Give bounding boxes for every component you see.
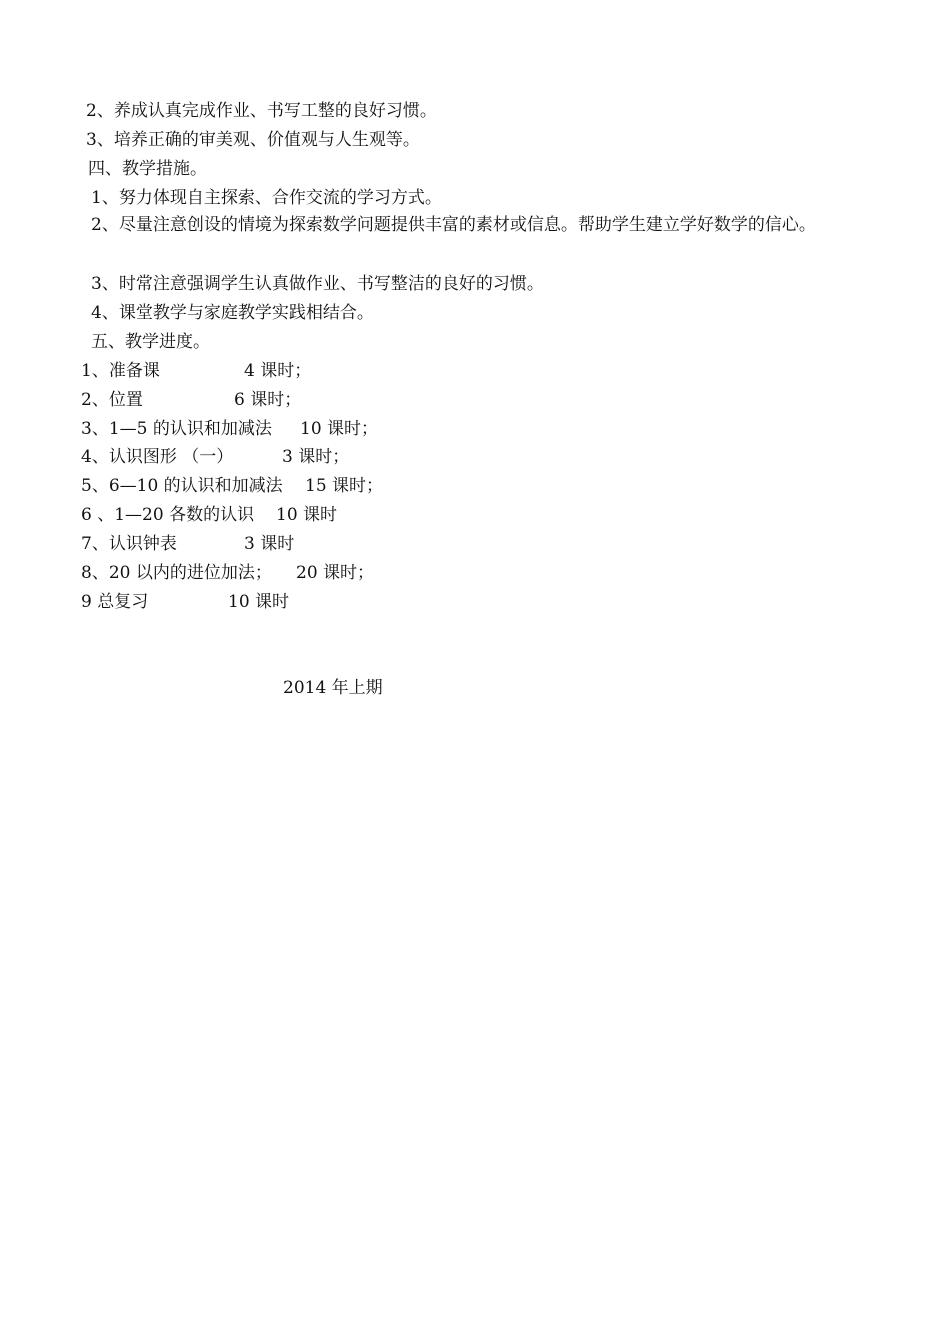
schedule-item: 6 、1—20 各数的认识 (81, 505, 255, 525)
schedule-hours: 6 课时； (234, 390, 302, 410)
schedule-hours: 4 课时； (244, 361, 312, 381)
schedule-item: 8、20 以内的进位加法； (81, 563, 272, 583)
schedule-item: 3、1—5 的认识和加减法 (81, 419, 272, 439)
measure-item-3: 3、时常注意强调学生认真做作业、书写整洁的良好的习惯。 (91, 274, 544, 294)
schedule-item: 4、认识图形 （一） (81, 447, 234, 467)
schedule-item: 2、位置 (81, 390, 143, 410)
measure-item-2: 2、尽量注意创设的情境为探索数学问题提供丰富的素材或信息。帮助学生建立学好数学的信心。 (91, 215, 816, 235)
schedule-hours: 20 课时； (296, 563, 375, 583)
section-4-heading: 四、教学措施。 (88, 159, 207, 179)
schedule-item: 7、认识钟表 (81, 534, 177, 554)
measure-item-4: 4、课堂教学与家庭教学实践相结合。 (91, 303, 374, 323)
section-5-heading: 五、教学进度。 (91, 332, 210, 352)
goal-item-3: 3、培养正确的审美观、价值观与人生观等。 (86, 130, 420, 150)
schedule-item: 9 总复习 (81, 592, 149, 612)
term-label: 2014 年上期 (283, 678, 383, 698)
schedule-hours: 3 课时 (244, 534, 295, 554)
schedule-hours: 10 课时 (276, 505, 338, 525)
schedule-item: 5、6—10 的认识和加减法 (81, 476, 283, 496)
measure-item-1: 1、努力体现自主探索、合作交流的学习方式。 (91, 188, 442, 208)
schedule-hours: 15 课时； (305, 476, 384, 496)
schedule-hours: 3 课时； (282, 447, 350, 467)
schedule-hours: 10 课时； (300, 419, 379, 439)
schedule-hours: 10 课时 (228, 592, 290, 612)
goal-item-2: 2、养成认真完成作业、书写工整的良好习惯。 (86, 101, 437, 121)
schedule-item: 1、准备课 (81, 361, 160, 381)
